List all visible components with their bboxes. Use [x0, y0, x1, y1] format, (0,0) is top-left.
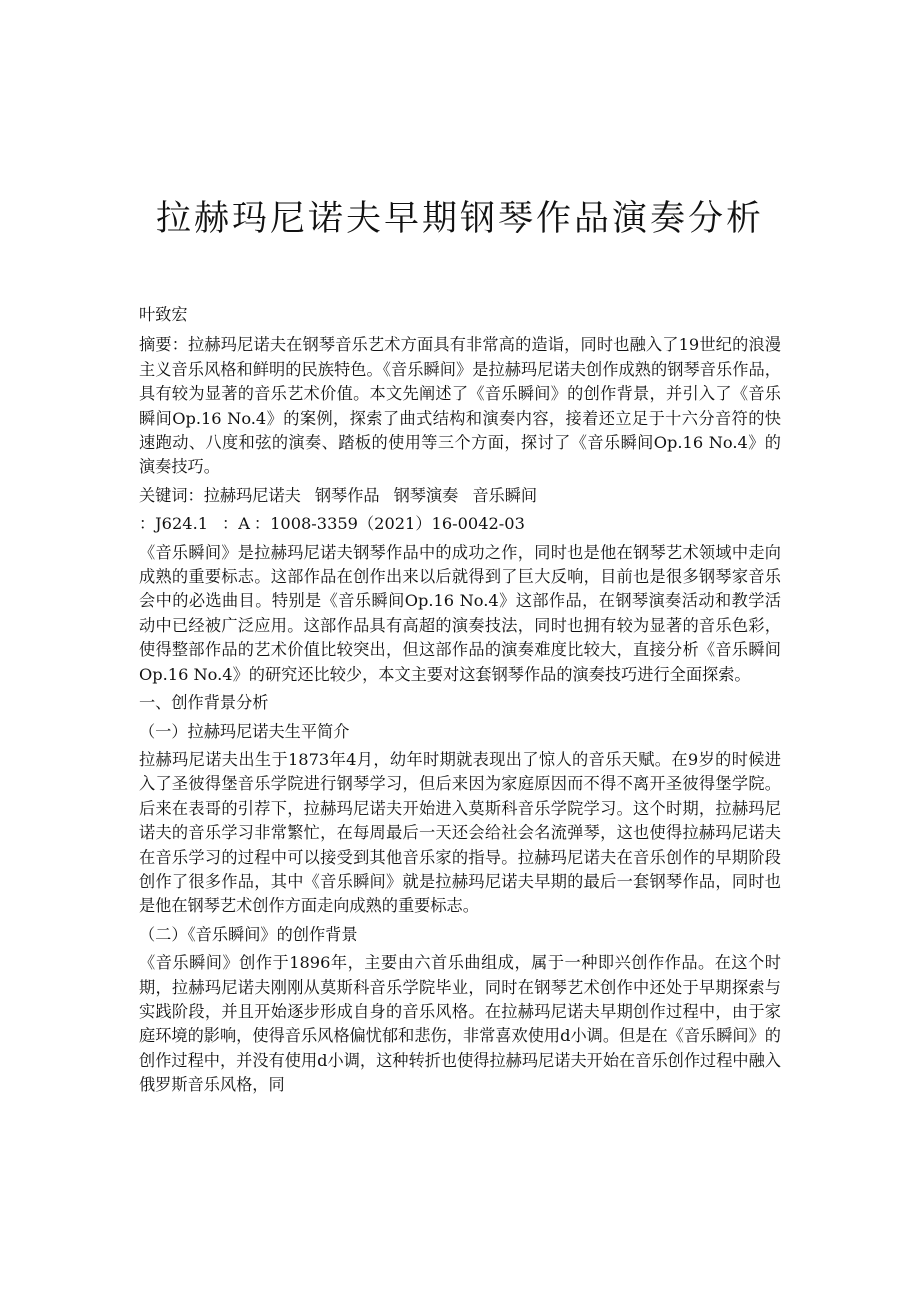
author-name: 叶致宏	[139, 305, 188, 324]
keyword: 音乐瞬间	[472, 485, 538, 505]
body-paragraph: 《音乐瞬间》创作于1896年，主要由六首乐曲组成，属于一种即兴创作作品。在这个时期，拉赫玛尼诺夫刚刚从莫斯科音乐学院毕业，同时在钢琴艺术创作中还处于早期探索与实践阶段，并且开始逐步形成自身的音乐风格。在拉赫玛尼诺夫早期创作过程中，由于家庭环境的影响，使得音乐风格偏忧郁和悲伤，非常喜欢使用d小调。但是在《音乐瞬间》的创作过程中，并没有使用d小调，这种转折也使得拉赫玛尼诺夫开始在音乐创作过程中融入俄罗斯音乐风格，同	[139, 953, 781, 1095]
paper-title: 拉赫玛尼诺夫早期钢琴作品演奏分析	[155, 199, 764, 240]
keywords-label: 关键词：	[139, 485, 204, 505]
keywords-line	[139, 484, 781, 508]
subsection-heading: （一）拉赫玛尼诺夫生平简介	[139, 721, 350, 741]
keyword: 拉赫玛尼诺夫	[203, 485, 301, 505]
intro-paragraph: 《音乐瞬间》是拉赫玛尼诺夫钢琴作品中的成功之作，同时也是他在钢琴艺术领域中走向成熟的重要标志。这部作品在创作出来以后就得到了巨大反响，目前也是很多钢琴家音乐会中的必选曲目。特别是《音乐瞬间Op.16 No.4》这部作品，在钢琴演奏活动和教学活动中已经被广泛应用。这部作品具有高超的演奏技法，同时也拥有较为显著的音乐色彩，使得整部作品的艺术价值比较突出，但这部作品的演奏难度比较大，直接分析《音乐瞬间Op.16 No.4》的研究还比较少，本文主要对这套钢琴作品的演奏技巧进行全面探索。	[139, 542, 781, 684]
keyword: 钢琴演奏	[393, 485, 459, 505]
body-paragraph: 拉赫玛尼诺夫出生于1873年4月，幼年时期就表现出了惊人的音乐天赋。在9岁的时候进入了圣彼得堡音乐学院进行钢琴学习，但后来因为家庭原因而不得不离开圣彼得堡学院。后来在表哥的引荐下，拉赫玛尼诺夫开始进入莫斯科音乐学院学习。这个时期，拉赫玛尼诺夫的音乐学习非常繁忙，在每周最后一天还会给社会名流弹琴，这也使得拉赫玛尼诺夫在音乐学习的过程中可以接受到其他音乐家的指导。拉赫玛尼诺夫在音乐创作的早期阶段创作了很多作品，其中《音乐瞬间》就是拉赫玛尼诺夫早期的最后一套钢琴作品，同时也是他在钢琴艺术创作方面走向成熟的重要标志。	[139, 749, 781, 916]
paper-body	[139, 303, 781, 1102]
subsection-heading: （二）《音乐瞬间》的创作背景	[139, 924, 358, 944]
article-number: ：1008-3359（2021）16-0042-03	[253, 514, 525, 534]
section-heading: 一、创作背景分析	[139, 693, 269, 713]
keyword: 钢琴作品	[314, 485, 380, 505]
abstract: 摘要：拉赫玛尼诺夫在钢琴音乐艺术方面具有非常高的造诣，同时也融入了19世纪的浪漫主义音乐风格和鲜明的民族特色。《音乐瞬间》是拉赫玛尼诺夫创作成熟的钢琴音乐作品，具有较为显著的音乐艺术价值。本文先阐述了《音乐瞬间》的创作背景，并引入了《音乐瞬间Op.16 No.4》的案例，探索了曲式结构和演奏内容，接着还立足于十六分音符的快速跑动、八度和弦的演奏、踏板的使用等三个方面，探讨了《音乐瞬间Op.16 No.4》的演奏技巧。	[139, 335, 781, 477]
classification-line	[139, 512, 781, 536]
classification-code: ：J624.1	[139, 514, 209, 534]
document-code: ：A	[222, 514, 250, 534]
